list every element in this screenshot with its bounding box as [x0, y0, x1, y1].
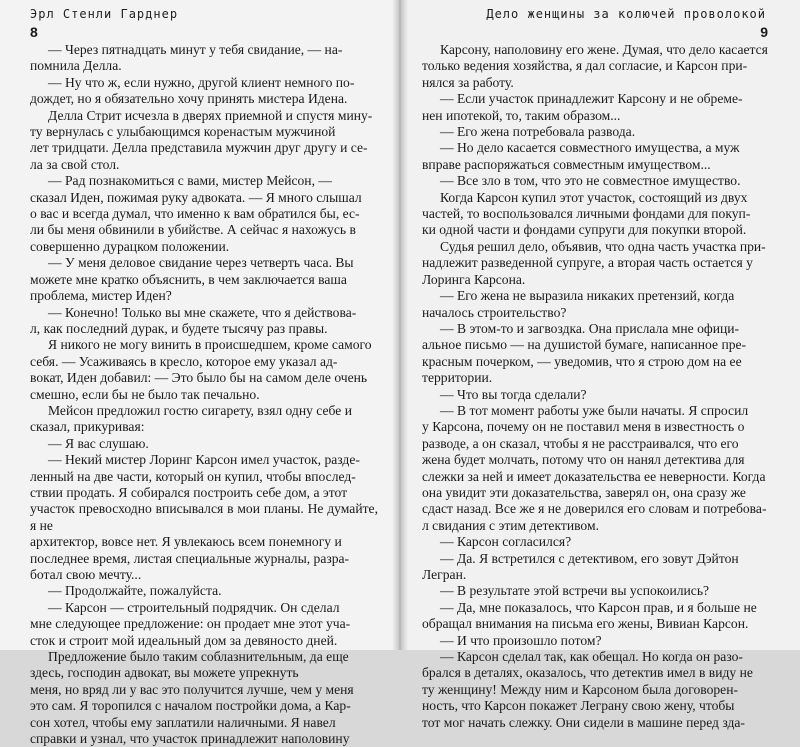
text-line: у Карсона, почему он не поставил меня в известность о: [422, 419, 745, 435]
text-line: ленный на две части, который он купил, чтобы впослед-: [30, 468, 356, 484]
text-line: — Да. Я встретился с детективом, его зовут Дэйтон: [440, 550, 739, 566]
text-line: — У меня деловое свидание через четверть часа. Вы: [48, 255, 354, 271]
text-line: ту вернулась с улыбающимся коренастым мужчиной: [30, 124, 336, 140]
text-line: дождет, но я обязательно хочу принять мистера Идена.: [30, 91, 348, 107]
running-head-title: Дело женщины за колючей проволокой: [486, 7, 766, 21]
text-line: разводе, а он сказал, чтобы я не расстраивался, что его: [422, 435, 739, 451]
text-line: ла за свой стол.: [30, 156, 120, 172]
text-line: ствии продать. Я собирался построить себе дом, а этот: [30, 484, 348, 500]
text-line: Предложение было таким соблазнительным, да еще: [48, 649, 349, 665]
text-line: Карсону, наполовину его жене. Думая, что дело касается: [440, 42, 768, 57]
page-number-right: 9: [760, 24, 768, 40]
text-line: Делла Стрит исчезла в дверях приемной и спустя мину-: [48, 107, 373, 123]
text-line: обращал внимания на письма его жены, Вивиан Карсон.: [422, 616, 749, 632]
text-line: ботал свою мечту...: [30, 567, 142, 582]
text-line: — Карсон сделал так, как обещал. Но когда он разо-: [440, 649, 743, 665]
text-line: тот мог начать слежку. Они сидели в машине перед зда-: [422, 714, 745, 730]
text-line: Мейсон предложил гостю сигарету, взял одну себе и: [48, 402, 352, 418]
text-line: о вас и всегда думал, что именно к вам обратился бы, ес-: [30, 206, 360, 222]
text-line: нен ипотекой, то, таким образом...: [422, 107, 621, 123]
text-line: только ведения хозяйства, я дал согласие, и Карсон при-: [422, 58, 748, 74]
text-line: участок превосходно вписывался в мои планы. Не думайте, я не: [30, 501, 378, 533]
text-line: — Продолжайте, пожалуйста.: [48, 583, 222, 599]
text-line: лет тридцати. Делла представила мужчин друг другу и се-: [30, 140, 368, 156]
text-line: — Если участок принадлежит Карсону и не обреме-: [440, 91, 743, 107]
text-line: — Да, мне показалось, что Карсон прав, и я больше не: [440, 599, 757, 615]
text-line: смешно, если бы не было так печально.: [30, 386, 260, 402]
text-line: сказал Иден, пожимая руку адвоката. — Я много слышал: [30, 189, 362, 205]
text-line: красным почерком, — уведомив, что я строю дом на ее: [422, 353, 742, 369]
text-line: альное письмо — на душистой бумаге, написанное пре-: [422, 337, 747, 353]
text-line: вокат, Иден добавил: — Это было бы на самом деле очень: [30, 370, 368, 386]
text-line: — Его жена не выразила никаких претензий, когда: [440, 288, 735, 304]
text-line: началось строительство?: [422, 304, 567, 320]
text-line: — Все зло в том, что это не совместное имущество.: [440, 173, 741, 189]
text-line: надлежит разведенной супруге, а вторая часть остается у: [422, 255, 753, 271]
text-line: совершенно дурацком положении.: [30, 238, 230, 254]
text-line: жена будет молчать, потому что он нанял детектива для: [422, 452, 745, 468]
text-line: помнила Делла.: [30, 58, 122, 74]
text-line: л, как последний дурак, и будете тысячу раз правы.: [30, 320, 328, 336]
text-line: сон хотел, чтобы ему заплатили наличными. Я навел: [30, 714, 336, 730]
text-line: — В результате этой встречи вы успокоились?: [440, 583, 710, 599]
text-line: слежки за ней и имеет доказательства ее неверности. Когда: [422, 468, 766, 484]
text-line: — Через пятнадцать минут у тебя свидание, — на-: [48, 42, 343, 57]
text-line: ки одной части и фондами супруги для покупки второй.: [422, 222, 747, 238]
text-line: Я никого не могу винить в происшедшем, кроме самого: [48, 337, 372, 353]
text-line: сдаст назад. Все же я не доверился его словам и потребова-: [422, 501, 767, 517]
text-line: архитектор, вовсе нет. Я увлекаюсь всем понемногу и: [30, 534, 342, 550]
text-line: — Карсон согласился?: [440, 534, 572, 550]
text-line: ту женщину! Между ним и Карсоном была договорен-: [422, 681, 739, 697]
text-line: Легран.: [422, 567, 467, 582]
text-line: л свидания с этим детективом.: [422, 517, 599, 533]
text-line: брался в деталях, оказалось, что детектив имел в виду не: [422, 665, 753, 681]
text-line: частей, то воспользовался личными фондами для покуп-: [422, 206, 751, 222]
text-line: здесь, господин адвокат, вы можете упрекнуть: [30, 665, 299, 681]
text-line: — Но дело касается совместного имущества, а муж: [440, 140, 740, 156]
text-line: — Ну что ж, если нужно, другой клиент немного по-: [48, 74, 355, 90]
text-line: вправе распоряжаться совместным имуществом...: [422, 156, 711, 172]
text-line: — Конечно! Только вы мне скажете, что я действова-: [48, 304, 357, 320]
text-line: ность, что Карсон покажет Леграну свою жену, чтобы: [422, 698, 735, 714]
running-head-author: Эрл Стенли Гарднер: [30, 7, 179, 21]
text-line: нялся за работу.: [422, 74, 514, 90]
text-line: — Что вы тогда сделали?: [440, 386, 587, 402]
text-line: территории.: [422, 370, 493, 386]
text-line: Судья решил дело, объявив, что одна часть участка при-: [440, 238, 766, 254]
text-line: сток и строит мой идеальный дом за девяносто дней.: [30, 632, 338, 648]
text-line: — И что произошло потом?: [440, 632, 602, 648]
text-line: она увидит эти доказательства, заверял он, она сразу же: [422, 484, 746, 500]
page-number-left: 8: [30, 24, 38, 40]
text-line: — Карсон — строительный подрядчик. Он сделал: [48, 599, 340, 615]
text-line: — Некий мистер Лоринг Карсон имел участок, разде-: [48, 452, 360, 468]
text-line: сказал, прикуривая:: [30, 419, 145, 435]
right-page: [400, 0, 800, 730]
left-page-text: [30, 42, 378, 747]
text-line: — Рад познакомиться с вами, мистер Мейсон, —: [48, 173, 332, 189]
text-line: — Его жена потребовала развода.: [440, 124, 636, 140]
text-line: это сам. Я торопился с началом постройки дома, а Кар-: [30, 698, 351, 714]
text-line: проблема, мистер Иден?: [30, 288, 172, 304]
text-line: мне следующее предложение: он продает мне этот уча-: [30, 616, 351, 632]
text-line: — В этом-то и загвоздка. Она прислала мне офици-: [440, 320, 740, 336]
text-line: можете мне кратко объяснить, в чем заключается ваша: [30, 271, 347, 287]
text-line: себя. — Усаживаясь в кресло, которое ему указал ад-: [30, 353, 338, 369]
text-line: Лоринга Карсона.: [422, 271, 526, 287]
text-line: — В тот момент работы уже были начаты. Я спросил: [440, 402, 749, 418]
text-line: ли бы меня обвинили в убийстве. А сейчас я нахожусь в: [30, 222, 356, 238]
right-page-text: [422, 42, 770, 731]
text-line: Когда Карсон купил этот участок, состоящий из двух: [440, 189, 748, 205]
text-line: последнее время, листая специальные журналы, разра-: [30, 550, 350, 566]
text-line: меня, но вряд ли у вас это получится лучше, чем у меня: [30, 681, 354, 697]
text-line: справки и узнал, что участок принадлежит наполовину: [30, 731, 350, 747]
text-line: — Я вас слушаю.: [48, 435, 149, 451]
